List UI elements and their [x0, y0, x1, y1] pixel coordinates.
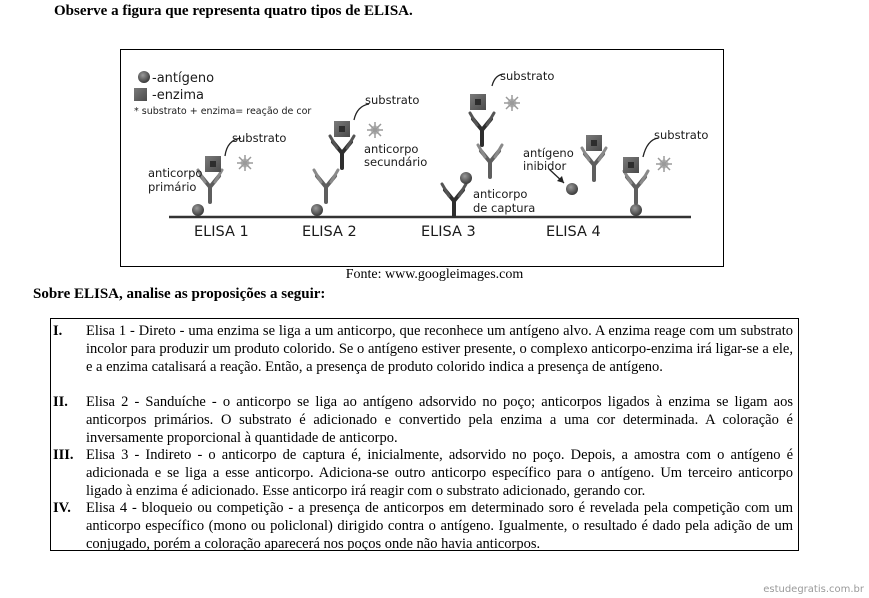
legend-note: * substrato + enzima= reação de cor — [134, 106, 312, 117]
secondary-antibody-label-2: secundário — [364, 155, 428, 169]
proposition-text: Elisa 2 - Sanduíche - o anticorpo se liga ao antígeno adsorvido no poço; anticorpos ligados à enzima se ligam aos anticorpos primários. O substrato é adicionado e convertido pela enzima a uma cor determinada. A coloração é inversamente proporcional à quantidade de anticorpo. — [86, 394, 793, 446]
secondary-antibody-icon — [470, 113, 494, 145]
propositions-box — [50, 318, 799, 551]
primary-antibody-icon — [314, 170, 338, 202]
antigen-icon — [460, 172, 472, 184]
inhibitor-antigen-label-1: antígeno — [523, 146, 574, 160]
inhibitor-antigen-label-2: inibidor — [523, 159, 567, 173]
secondary-antibody-icon — [330, 136, 354, 168]
inhibitor-antigen-icon — [566, 183, 578, 195]
proposition-number: I. — [53, 323, 63, 339]
substrate-icon — [504, 95, 520, 111]
proposition-number: III. — [53, 447, 74, 463]
antibody-icon — [582, 148, 606, 180]
antigen-legend-icon — [138, 71, 150, 83]
enzyme-icon — [586, 135, 602, 151]
proposition-text: Elisa 4 - bloqueio ou competição - a presença de anticorpos em determinado soro é revelada pela competição com um anticorpo específico (mono ou policlonal) dirigido contra o antígeno. Igualmente, o resultado é dado pela adição de um conjugado, porém a coloração aparecerá nos poços onde não havia anticorpos. — [86, 500, 793, 552]
elisa-3-label: ELISA 3 — [421, 224, 476, 240]
primary-antibody-icon — [478, 145, 502, 177]
legend-enzyme: -enzima — [152, 88, 204, 103]
legend-antigen: -antígeno — [152, 71, 215, 86]
substrate-label-2: substrato — [365, 93, 420, 107]
substrate-icon — [656, 156, 672, 172]
question-title: Observe a figura que representa quatro tipos de ELISA. — [54, 3, 413, 19]
proposition-text: Elisa 3 - Indireto - o anticorpo de captura é, inicialmente, adsorvido no poço. Depois, a amostra com o antígeno é adicionada e se liga a esse anticorpo. Adiciona-se outro anticorpo específico para o antígeno. Um terceiro anticorpo ligado à enzima é adicionado. Esse anticorpo irá reagir com o substrato adicionado, gerando cor. — [86, 447, 793, 499]
question-lead: Sobre ELISA, analise as proposições a seguir: — [33, 286, 326, 302]
enzyme-icon — [470, 94, 486, 110]
substrate-icon — [367, 122, 383, 138]
antigen-icon — [630, 204, 642, 216]
figure-source: Fonte: www.googleimages.com — [345, 267, 524, 282]
capture-antibody-icon — [442, 184, 466, 216]
proposition-text: Elisa 1 - Direto - uma enzima se liga a um anticorpo, que reconhece um antígeno alvo. A enzima reage com um substrato incolor para produzir um produto colorido. Se o antígeno estiver presente, o complexo anticorpo-enzima irá ligar-se a ele, e a enzima catalisará a reação. Então, a presença de produto colorido indica a presença de antígeno. — [86, 323, 793, 375]
elisa-2-label: ELISA 2 — [302, 224, 357, 240]
secondary-antibody-label-1: anticorpo — [364, 142, 419, 156]
substrate-label-3: substrato — [500, 69, 555, 83]
elisa-1-label: ELISA 1 — [194, 224, 249, 240]
capture-antibody-label-1: anticorpo — [473, 187, 528, 201]
elisa-diagram — [121, 50, 723, 266]
primary-antibody-icon — [624, 171, 648, 203]
substrate-label-1: substrato — [232, 131, 287, 145]
enzyme-icon — [334, 121, 350, 137]
primary-antibody-label-1: anticorpo — [148, 166, 203, 180]
primary-antibody-label-2: primário — [148, 180, 197, 194]
substrate-label-4: substrato — [654, 128, 709, 142]
substrate-icon — [237, 155, 253, 171]
enzyme-icon — [205, 156, 221, 172]
elisa-4-label: ELISA 4 — [546, 224, 601, 240]
proposition-number: II. — [53, 394, 68, 410]
enzyme-legend-icon — [134, 88, 147, 101]
antigen-icon — [311, 204, 323, 216]
site-watermark: estudegratis.com.br — [763, 584, 864, 595]
capture-antibody-label-2: de captura — [473, 201, 536, 215]
elisa-figure — [120, 49, 724, 267]
proposition-number: IV. — [53, 500, 71, 516]
antigen-icon — [192, 204, 204, 216]
enzyme-icon — [623, 157, 639, 173]
